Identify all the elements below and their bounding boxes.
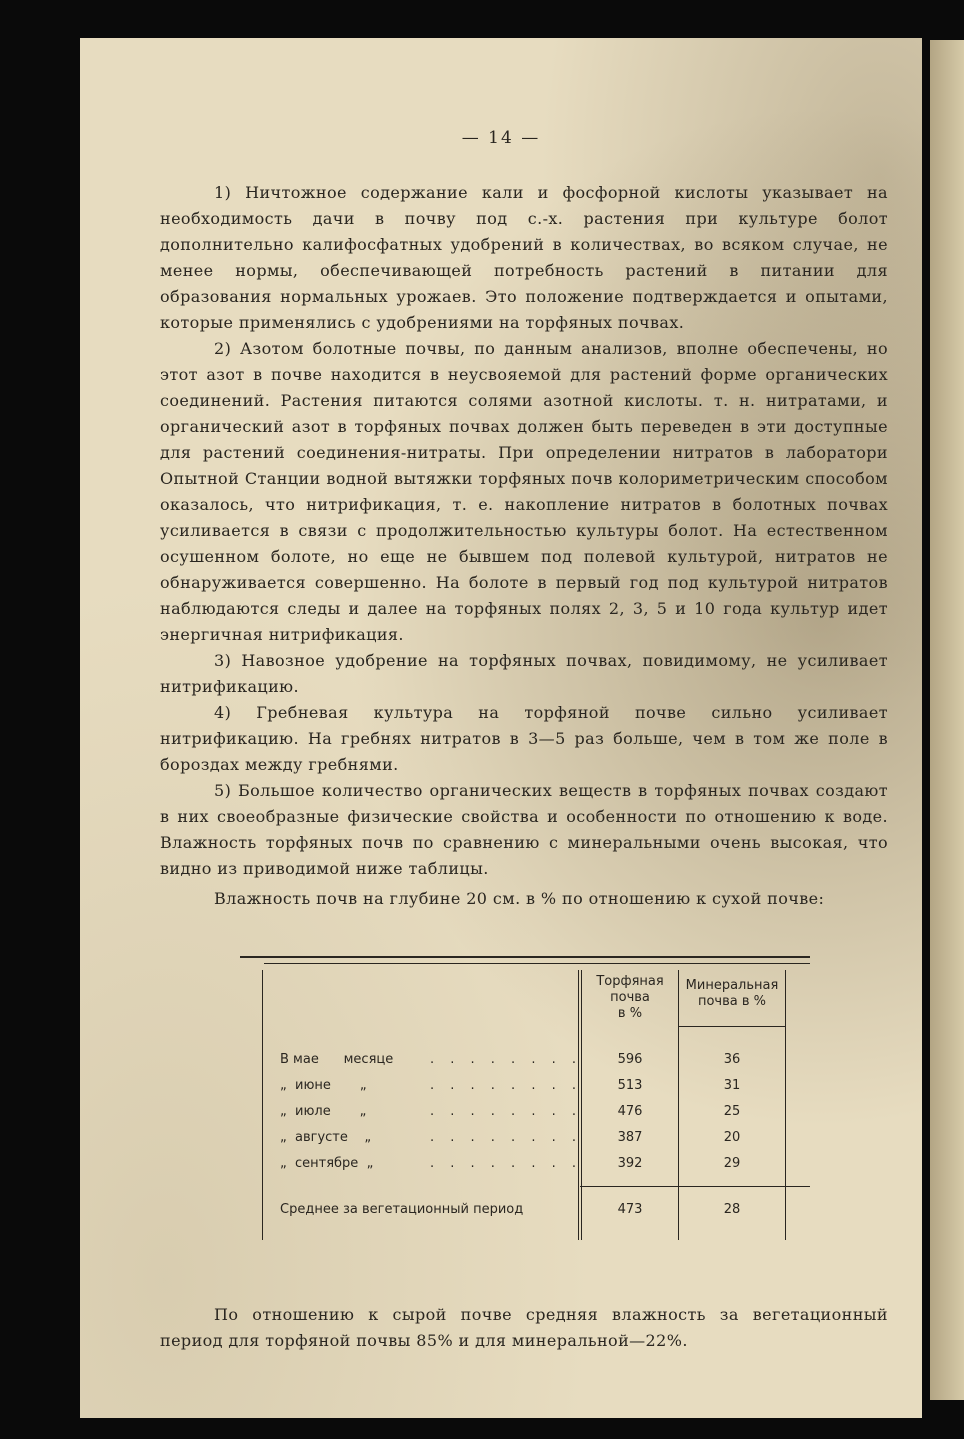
average-label: Среднее за вегетационный период [280,1202,524,1217]
table-row [280,1156,810,1180]
paragraph-4: 4) Гребневая культура на торфяной почве сильно усиливает нитрификацию. На гребнях нитратов в 3—5 раз больше, чем в том же поле в бороздах между гребнями. [160,703,888,774]
body-text [160,180,888,912]
row-leader-dots: . . . . . . . . [430,1052,582,1067]
header-peat [582,974,678,1022]
row-label: „ сентябре „ [280,1156,374,1171]
average-peat-value: 473 [617,1202,643,1217]
table-row [280,1078,810,1102]
row-leader-dots: . . . . . . . . [430,1130,582,1145]
row-leader-dots: . . . . . . . . [430,1104,582,1119]
table-row [280,1052,810,1076]
row-peat-value: 513 [617,1078,643,1093]
document-page [80,38,922,1418]
next-page-edge [930,40,964,1400]
moisture-table [240,956,810,1240]
row-peat-value: 596 [617,1052,643,1067]
table-row [280,1104,810,1128]
table-row-average [280,1202,810,1226]
row-peat-value: 476 [617,1104,643,1119]
row-peat-value: 392 [617,1156,643,1171]
table-left-border [262,970,263,1240]
row-label: В мае месяце [280,1052,394,1067]
row-mineral-value: 31 [723,1078,741,1093]
average-rule [580,1186,810,1187]
row-leader-dots: . . . . . . . . [430,1078,582,1093]
paragraph-1: 1) Ничтожное содержание кали и фосфорной кислоты указывает на необходимость дачи в почву под с.-х. растения при культуре болот дополнительно калифосфатных удобрений в количествах, во всяком случае, не менее нормы, обеспечивающей потребность растений в питании для образования нормальных урожаев. Это положение подтверждается и опытами, которые применялись с удобрениями на торфяных почвах. [160,183,888,332]
header-peat-line-2: почва [610,990,650,1005]
row-mineral-value: 36 [723,1052,741,1067]
table-caption: Влажность почв на глубине 20 см. в % по отношению к сухой почве: [214,889,825,908]
row-peat-value: 387 [617,1130,643,1145]
header-mineral-line-2: почва в % [697,994,767,1009]
row-label: „ августе „ [280,1130,372,1145]
header-mineral-line-1: Минеральная [685,978,779,993]
page-number: — 14 — [461,128,541,148]
header-rule [678,1026,785,1027]
average-mineral-value: 28 [723,1202,741,1217]
table-row [280,1130,810,1154]
closing-text [160,1302,888,1354]
paragraph-3: 3) Навозное удобрение на торфяных почвах, повидимому, не усиливает нитрификацию. [160,651,888,696]
row-mineral-value: 25 [723,1104,741,1119]
header-peat-line-3: в % [617,1006,643,1021]
header-peat-line-1: Торфяная [596,974,664,989]
table-top-rule-thin [264,963,810,964]
row-leader-dots: . . . . . . . . [430,1156,582,1171]
paragraph-2: 2) Азотом болотные почвы, по данным анализов, вполне обеспечены, но этот азот в почве находится в неусвояемой для растений форме органических соединений. Растения питаются солями азотной кислоты. т. н. нитратами, и органический азот в торфяных почвах должен быть переведен в эти доступные для растений соединения-нитраты. При определении нитратов в лаборатори Опытной Станции водной вытяжки торфяных почв колориметрическим способом оказалось, что нитрификация, т. е. накопление нитратов в болотных почвах усиливается в связи с продолжительностью культуры болот. На естественном осушенном болоте, но еще не бывшем под полевой культурой, нитратов не обнаруживается совершенно. На болоте в первый год под культурой нитратов наблюдаются следы и далее на торфяных полях 2, 3, 5 и 10 года культур идет энергичная нитрификация. [160,339,888,644]
closing-paragraph: По отношению к сырой почве средняя влажность за вегетационный период для торфяной почвы 85% и для минеральной—22%. [160,1305,888,1350]
row-mineral-value: 29 [723,1156,741,1171]
row-label: „ июле „ [280,1104,367,1119]
header-mineral [679,978,785,1010]
table-top-rule [240,956,810,958]
paragraph-5: 5) Большое количество органических веществ в торфяных почвах создают в них своеобразные физические свойства и особенности по отношению к воде. Влажность торфяных почв по сравнению с минеральными очень высокая, что видно из приводимой ниже таблицы. [160,781,888,878]
row-label: „ июне „ [280,1078,367,1093]
row-mineral-value: 20 [723,1130,741,1145]
